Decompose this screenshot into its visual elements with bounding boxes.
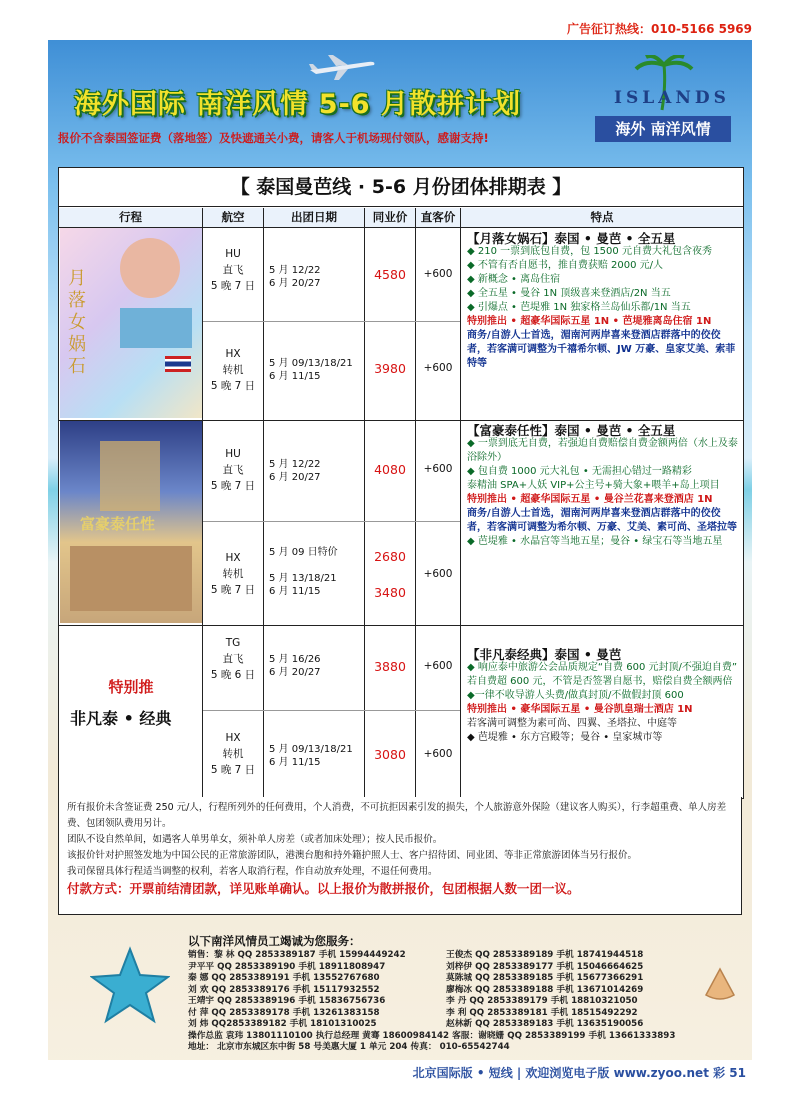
staff-row bbox=[188, 1031, 675, 1043]
logo-islands: ISLANDS bbox=[614, 88, 730, 108]
note-line: 所有报价未含签证费 250 元/人，行程所列外的任何费用，个人消费，不可抗拒因素引发的损失，个人旅游意外保险（建议客人购买），行李超重费、单人房差费、包团领队费用另计。 bbox=[67, 802, 727, 829]
feature-list bbox=[467, 661, 739, 745]
date-cell: 5 月 09/13/18/21 6 月 11/15 bbox=[269, 744, 353, 768]
trade-price: 4080 bbox=[374, 462, 406, 477]
feature-item: ◆ 引爆点 • 芭堤雅 1N 独家格兰岛仙乐都/1N 当五 bbox=[467, 302, 691, 313]
staff-cell: 王俊杰 QQ 2853389189 手机 18741944518 bbox=[446, 950, 644, 960]
staff-row bbox=[188, 962, 675, 974]
staff-cell: 付 萍 QQ 2853389178 手机 13261383158 bbox=[188, 1007, 380, 1018]
feature-item: ◆ 芭堤雅 • 水晶宫等当地五星；曼谷 • 绿宝石等当地五星 bbox=[467, 536, 723, 547]
features-cell bbox=[467, 232, 739, 371]
note-line: 团队不设自然单间，如遇客人单男单女，须补单人房差（或者加床处理）；按人民币报价。 bbox=[67, 834, 443, 845]
visa-notice: 报价不含泰国签证费（落地签）及快遮通关小费，请客人于机场现付领队，感谢支持! bbox=[58, 131, 489, 145]
row-divider bbox=[203, 521, 460, 522]
feature-item: ◆ 芭堤雅 • 东方宫殿等；曼谷 • 皇家城市等 bbox=[467, 732, 663, 743]
staff-row bbox=[188, 1042, 675, 1054]
feature-item: ◆ 新概念 • 离岛住宿 bbox=[467, 274, 561, 285]
col-divider bbox=[460, 208, 461, 798]
feature-title: 【富豪泰任性】泰国 • 曼芭 • 全五星 bbox=[467, 423, 676, 438]
special-label: 特别推 bbox=[108, 678, 154, 696]
airline-cell: HX 转机 5 晚 7 日 bbox=[210, 732, 256, 776]
direct-price: +600 bbox=[423, 268, 453, 280]
feature-item: ◆一律不收导游人头费/做真封顶/不做假封顶 600 bbox=[467, 690, 684, 701]
footer-text: 北京国际版 • 短线 | 欢迎浏览电子版 www.zyoo.net 彩 51 bbox=[412, 1066, 746, 1080]
feature-list bbox=[467, 437, 739, 549]
staff-title: 以下南洋风情员工竭诚为您服务： bbox=[188, 934, 361, 948]
staff-cell: 李 丹 QQ 2853389179 手机 18810321050 bbox=[446, 996, 638, 1006]
thai-flag-icon bbox=[165, 356, 191, 372]
special-price: 2680 bbox=[374, 549, 406, 564]
staff-cell: 地址： 北京市东城区东中街 58 号美惠大厦 1 单元 204 传真： 010-65542744 bbox=[188, 1042, 510, 1052]
schedule-table bbox=[58, 167, 744, 799]
date-cell: 5 月 16/26 6 月 20/27 bbox=[269, 654, 321, 678]
staff-cell: 销售：黎 林 QQ 2853389187 手机 15994449242 bbox=[188, 950, 406, 960]
staff-cell: 王靖宇 QQ 2853389196 手机 15836756736 bbox=[188, 996, 386, 1006]
feature-list bbox=[467, 245, 739, 371]
staff-row bbox=[188, 996, 675, 1008]
page-title: 海外国际 南洋风情 5-6 月散拼计划 bbox=[74, 89, 521, 120]
tour-image-hotel bbox=[60, 421, 202, 623]
staff-row bbox=[188, 985, 675, 997]
staff-cell: 赵林新 QQ 2853389183 手机 13635190056 bbox=[446, 1019, 644, 1029]
feature-item: 商务/自游人士首选，湄南河两岸喜来登酒店群落中的佼佼者，若客满可调整为千禧希尔顿、JW 万豪、皇家艾美、索菲特等 bbox=[467, 330, 736, 369]
staff-row bbox=[188, 973, 675, 985]
feature-item: 泰精油 SPA+人妖 VIP+公主号+骑大象+喂羊+岛上项目 bbox=[467, 480, 720, 491]
airline-cell: HX 转机 5 晚 7 日 bbox=[210, 552, 256, 596]
row-divider bbox=[203, 710, 460, 711]
logo-cn-a: 海外 bbox=[615, 120, 646, 138]
feature-item: 特别推出 • 超豪华国际五星 • 曼谷兰花喜来登酒店 1N bbox=[467, 494, 713, 505]
feature-item: 特别推出 • 豪华国际五星 • 曼谷凯皇瑞士酒店 1N bbox=[467, 704, 693, 715]
trade-price: 3880 bbox=[374, 659, 406, 674]
staff-row bbox=[188, 1019, 675, 1031]
portrait-image bbox=[120, 238, 180, 298]
staff-cell: 操作总监 袁玮 13801110100 执行总经理 黄骞 18600984142 客服：谢晓姗 QQ 2853389199 手机 13661333893 bbox=[188, 1030, 676, 1041]
trade-price: 4580 bbox=[374, 267, 406, 282]
trade-price: 3980 bbox=[374, 361, 406, 376]
staff-list bbox=[188, 950, 675, 1054]
feature-item: ◆ 不管有否自愿书，推自费获赔 2000 元/人 bbox=[467, 260, 664, 271]
row-divider bbox=[203, 321, 460, 322]
staff-cell: 李 利 QQ 2853389181 手机 18515492292 bbox=[446, 1007, 638, 1018]
airline-cell: HU 直飞 5 晚 7 日 bbox=[210, 448, 256, 492]
staff-row bbox=[188, 1008, 675, 1020]
tour-image-caption: 月落女娲石 bbox=[68, 268, 86, 377]
ad-hotline: 广告征订热线：010-5166 5969 bbox=[566, 22, 752, 36]
header-route: 行程 bbox=[59, 208, 202, 228]
direct-price: +600 bbox=[423, 660, 453, 672]
table-title: 【 泰国曼芭线 · 5-6 月份团体排期表 】 bbox=[59, 168, 743, 207]
header-airline: 航空 bbox=[203, 208, 263, 228]
direct-price: +600 bbox=[423, 463, 453, 475]
airline-cell: HU 直飞 5 晚 7 日 bbox=[210, 248, 256, 292]
hotel-building-image bbox=[100, 441, 160, 511]
hotel-room-image bbox=[70, 546, 192, 611]
logo-chinese bbox=[595, 116, 731, 142]
staff-cell: 刘 欢 QQ 2853389176 手机 15117932552 bbox=[188, 984, 380, 995]
airline-cell: HX 转机 5 晚 7 日 bbox=[210, 348, 256, 392]
staff-row bbox=[188, 950, 675, 962]
trade-price: 3080 bbox=[374, 747, 406, 762]
top-bar bbox=[0, 0, 800, 40]
feature-title: 【月落女娲石】泰国 • 曼芭 • 全五星 bbox=[467, 231, 676, 246]
feature-item: 特别推出 • 超豪华国际五星 1N • 芭堤雅离岛住宿 1N bbox=[467, 316, 712, 327]
tour-image-caption: 富豪泰任性 bbox=[80, 515, 156, 533]
feature-item: ◆ 全五星 • 曼谷 1N 顶级喜来登酒店/2N 当五 bbox=[467, 288, 671, 299]
feature-item: ◆ 包自费 1000 元大礼包 • 无需担心错过一路精彩 bbox=[467, 466, 692, 477]
header-date: 出团日期 bbox=[264, 208, 364, 228]
footer-bar bbox=[48, 1060, 752, 1085]
header-direct-price: 直客价 bbox=[416, 208, 460, 228]
beach-image bbox=[120, 308, 192, 348]
features-cell bbox=[467, 424, 739, 549]
date-cell: 5 月 12/22 6 月 20/27 bbox=[269, 265, 321, 289]
date-cell: 5 月 09/13/18/21 6 月 11/15 bbox=[269, 358, 353, 382]
staff-cell: 尹平平 QQ 2853389190 手机 18911808947 bbox=[188, 961, 386, 972]
note-line: 我司保留具体行程适当调整的权利，若客人取消行程，作自动放弃处理，不退任何费用。 bbox=[67, 866, 438, 877]
trade-price: 3480 bbox=[374, 585, 406, 600]
payment-terms: 付款方式：开票前结清团款，详见账单确认。以上报价为散拼报价，包团根据人数一团一议。 bbox=[67, 881, 580, 896]
feature-item: 商务/自游人士首选，湄南河两岸喜来登酒店群落中的佼佼者，若客满可调整为希尔顿、万豪、艾美、素可尚、圣塔拉等 bbox=[467, 508, 737, 533]
staff-cell: 刘梓伊 QQ 2853389177 手机 15046664625 bbox=[446, 961, 644, 972]
feature-item: ◆ 一票到底无自费，若强迫自费赔偿自费金额两倍（水上及泰浴除外） bbox=[467, 438, 738, 463]
staff-cell: 秦 娜 QQ 2853389191 手机 13552767680 bbox=[188, 973, 380, 983]
airline-cell: TG 直飞 5 晚 6 日 bbox=[210, 637, 256, 681]
date-cell: 5 月 09 日特价 5 月 13/18/21 6 月 11/15 bbox=[269, 547, 338, 597]
features-cell bbox=[467, 648, 739, 745]
direct-price: +600 bbox=[423, 568, 453, 580]
staff-cell: 刘 炜 QQ2853389182 手机 18101310025 bbox=[188, 1019, 377, 1029]
starfish-icon bbox=[90, 945, 170, 1025]
terms-notes bbox=[58, 797, 742, 915]
feature-item: ◆ 响应泰中旅游公会品质规定“自费 600 元封顶/不强迫自费” 若自费超 600 元，不管是否签署自愿书，赔偿自费全额两倍 bbox=[467, 662, 738, 687]
seashell-icon bbox=[700, 965, 740, 1005]
tour-image-classic bbox=[60, 626, 202, 798]
feature-item: ◆ 210 一票到底包自费，包 1500 元自费大礼包含夜秀 bbox=[467, 246, 712, 257]
header-features: 特点 bbox=[461, 208, 743, 228]
logo-cn-b: 南洋风情 bbox=[650, 120, 711, 138]
staff-cell: 莫陈城 QQ 2853389185 手机 15677366291 bbox=[446, 973, 644, 983]
direct-price: +600 bbox=[423, 362, 453, 374]
feature-item: 若客满可调整为素可尚、四翼、圣塔拉、中庭等 bbox=[467, 718, 677, 729]
date-cell: 5 月 12/22 6 月 20/27 bbox=[269, 459, 321, 483]
airplane-icon bbox=[308, 52, 378, 82]
header-trade-price: 同业价 bbox=[365, 208, 415, 228]
note-line: 该报价针对护照签发地为中国公民的正常旅游团队，港澳台胞和持外籍护照人士、客户招待团、同业团、等非正常旅游团体当另行报价。 bbox=[67, 850, 638, 861]
brand-label: 非凡泰 • 经典 bbox=[70, 709, 172, 728]
tour-image-moon-stone bbox=[60, 228, 202, 418]
direct-price: +600 bbox=[423, 748, 453, 760]
feature-title: 【非凡泰经典】泰国 • 曼芭 bbox=[467, 647, 622, 662]
staff-cell: 廖梅冰 QQ 2853389188 手机 13671014269 bbox=[446, 984, 644, 995]
